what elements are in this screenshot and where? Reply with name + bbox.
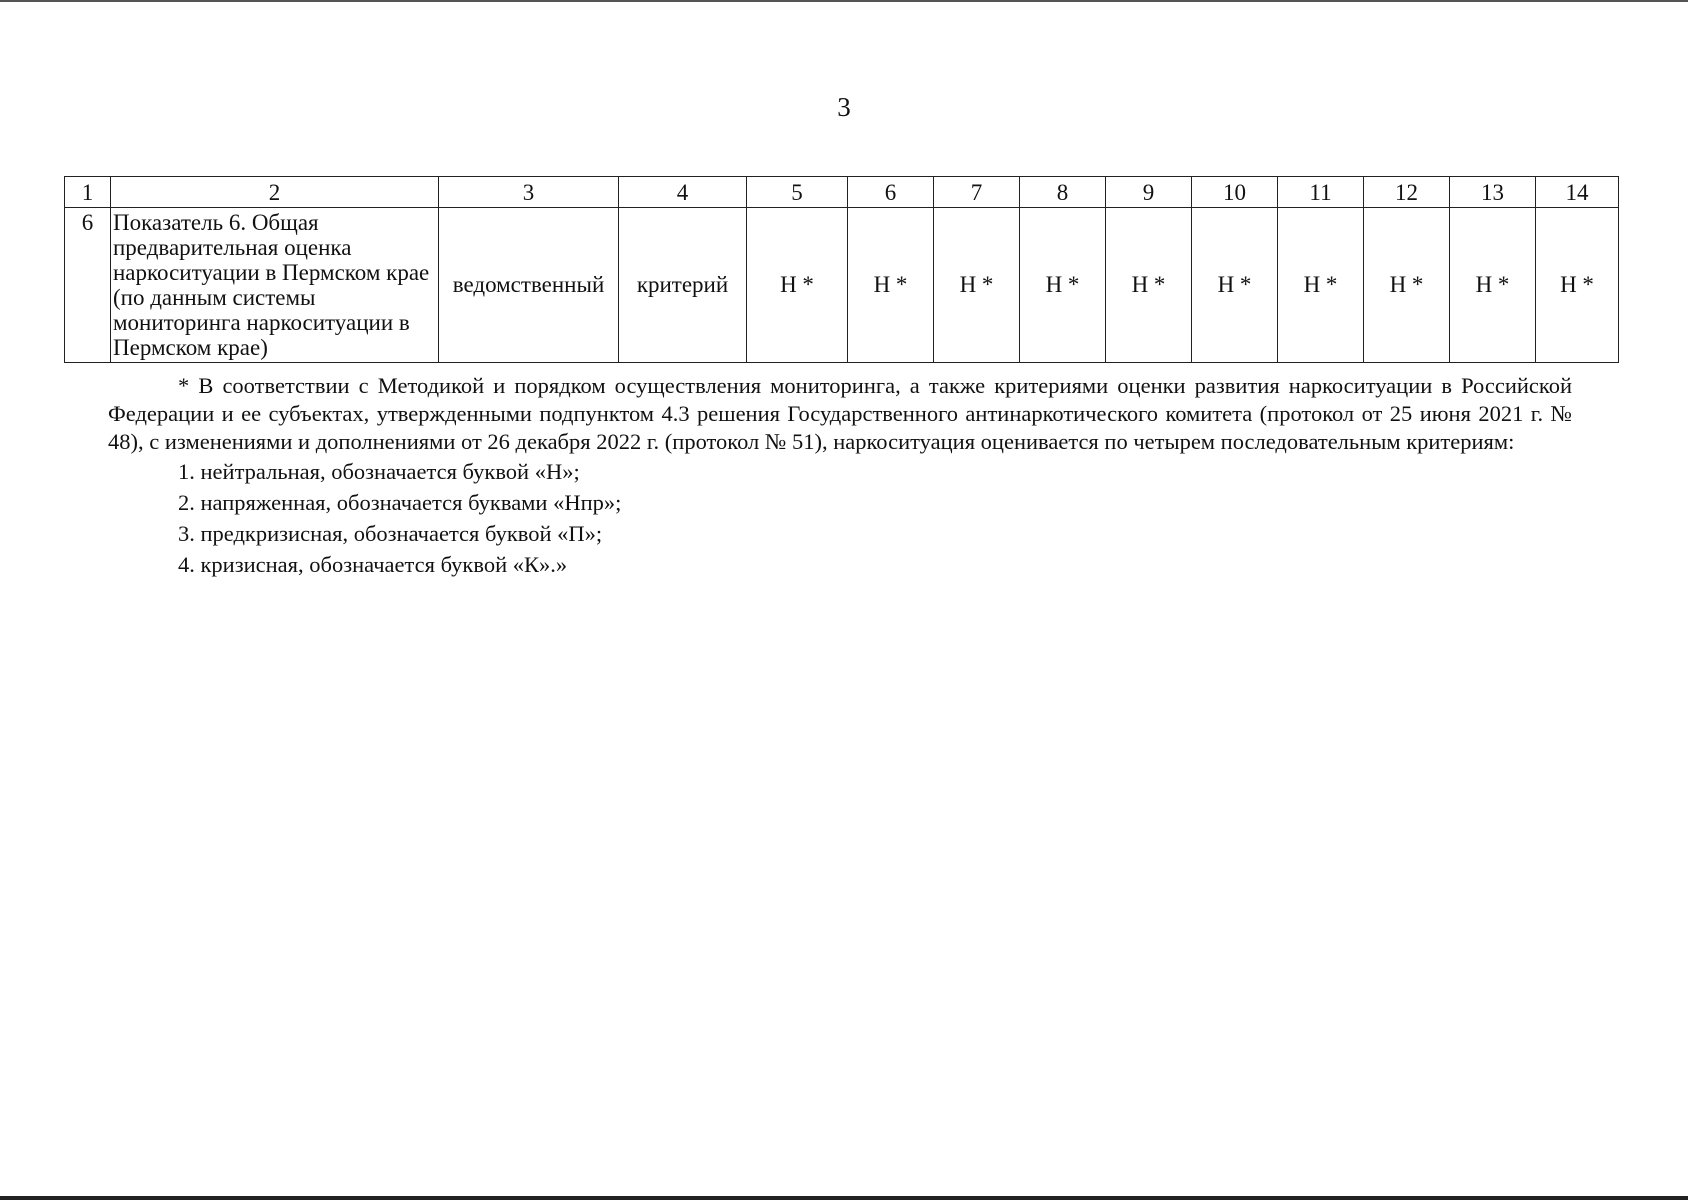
column-number-header: 8 [1020, 177, 1106, 208]
column-number-header: 4 [619, 177, 747, 208]
criteria-list-item: 4. кризисная, обозначается буквой «К».» [178, 552, 568, 577]
column-number-header: 14 [1536, 177, 1619, 208]
column-number-header: 12 [1364, 177, 1450, 208]
value-cell: Н * [848, 208, 934, 363]
column-number-header: 7 [934, 177, 1020, 208]
footnote-paragraph: * В соответствии с Методикой и порядком осуществления мониторинга, а также критериями оценки развития наркоситуации в Российской Федерации и ее субъектах, утвержденными подпунктом 4.3 решения Государственного антинаркотического комитета (протокол от 25 июня 2021 г. № 48), с изменениями и дополнениями от 26 декабря 2022 г. (протокол № 51), наркоситуация оценивается по четырем последовательным критериям: [108, 373, 1572, 454]
footnote [108, 372, 1572, 580]
value-cell: Н * [1536, 208, 1619, 363]
column-number-header: 11 [1278, 177, 1364, 208]
column-number-header: 5 [747, 177, 848, 208]
source-cell: ведомственный [439, 208, 619, 363]
scan-top-edge [0, 0, 1688, 2]
column-number-header: 2 [111, 177, 439, 208]
table-header-row [65, 177, 1619, 208]
criteria-list-item: 2. напряженная, обозначается буквами «Нпр»; [178, 490, 622, 515]
criteria-list-item: 3. предкризисная, обозначается буквой «П»; [178, 521, 603, 546]
criteria-list-item: 1. нейтральная, обозначается буквой «Н»; [178, 459, 580, 484]
column-number-header: 6 [848, 177, 934, 208]
column-number-header: 10 [1192, 177, 1278, 208]
value-cell: Н * [747, 208, 848, 363]
page-number: 3 [837, 92, 851, 122]
value-cell: Н * [1278, 208, 1364, 363]
value-cell: Н * [1106, 208, 1192, 363]
scan-bottom-edge [0, 1196, 1688, 1200]
unit-cell: критерий [619, 208, 747, 363]
column-number-header: 13 [1450, 177, 1536, 208]
value-cell: Н * [1192, 208, 1278, 363]
column-number-header: 9 [1106, 177, 1192, 208]
indicator-table [64, 176, 1619, 363]
indicator-name-cell: Показатель 6. Общая предварительная оценка наркоситуации в Пермском крае (по данным системы мониторинга наркоситуации в Пермском крае) [111, 208, 439, 363]
value-cell: Н * [1364, 208, 1450, 363]
value-cell: Н * [1450, 208, 1536, 363]
criteria-list [108, 456, 1572, 580]
column-number-header: 1 [65, 177, 111, 208]
row-number-cell: 6 [65, 208, 111, 363]
table-row [65, 208, 1619, 363]
column-number-header: 3 [439, 177, 619, 208]
value-cell: Н * [934, 208, 1020, 363]
value-cell: Н * [1020, 208, 1106, 363]
